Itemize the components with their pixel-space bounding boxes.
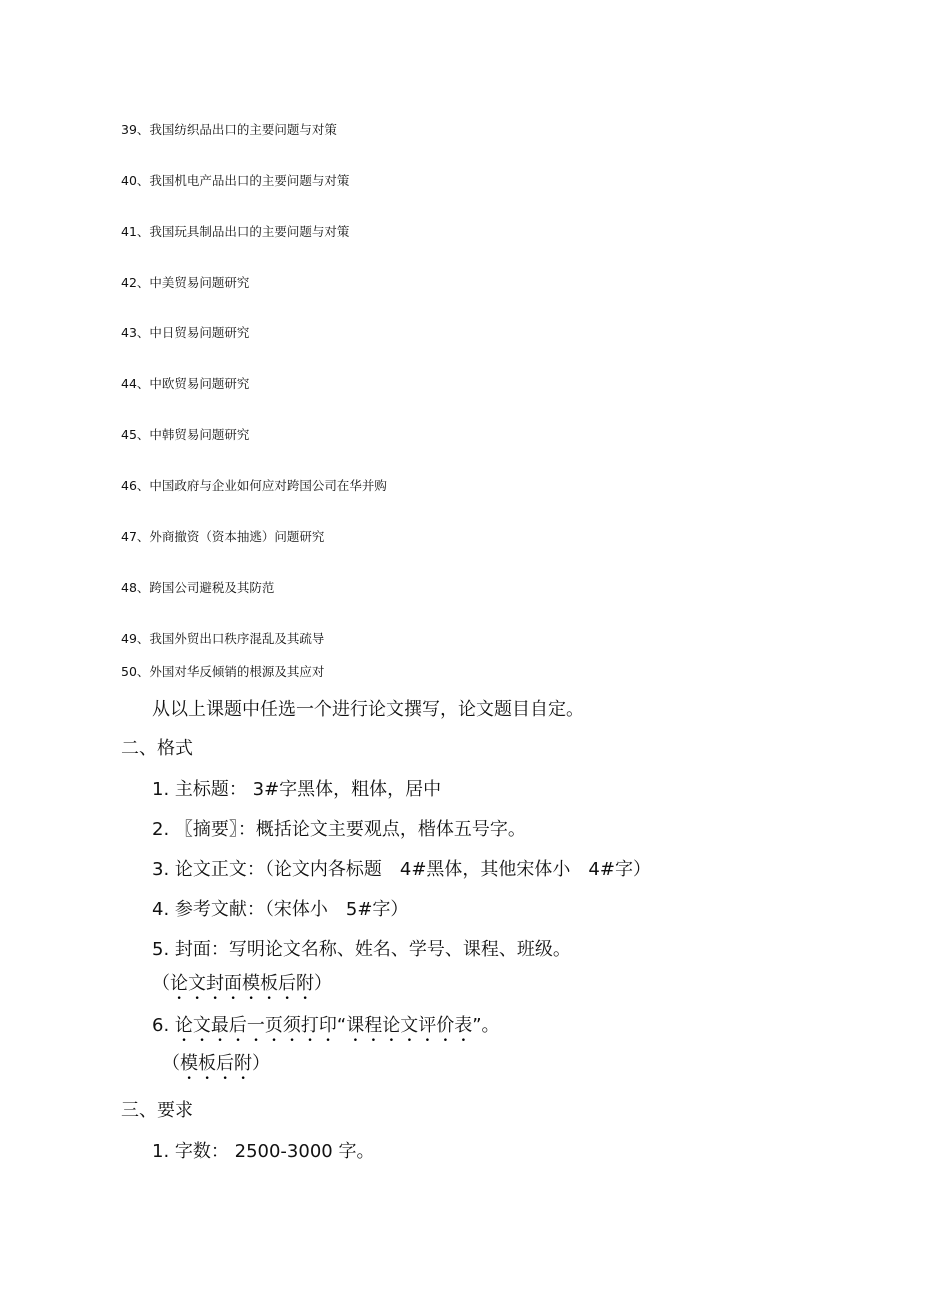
- topic-item: 46、中国政府与企业如何应对跨国公司在华并购: [121, 478, 387, 493]
- instruction-text: 从以上课题中任选一个进行论文撰写，论文题目自定。: [152, 699, 584, 720]
- format-item-5: 5. 封面：写明论文名称、姓名、学号、课程、班级。: [152, 939, 571, 960]
- format-item-6-note: （模板后附）: [162, 1053, 270, 1074]
- format-item-6-prefix: 6.: [152, 1015, 175, 1036]
- topic-item: 40、我国机电产品出口的主要问题与对策: [121, 173, 350, 188]
- topic-item: 48、跨国公司避税及其防范: [121, 580, 275, 595]
- requirements-heading: 三、要求: [121, 1100, 193, 1121]
- topic-item: 50、外国对华反倾销的根源及其应对: [121, 664, 325, 679]
- topic-item: 41、我国玩具制品出口的主要问题与对策: [121, 224, 350, 239]
- topic-item: 44、中欧贸易问题研究: [121, 376, 250, 391]
- requirements-item-1: 1. 字数： 2500-3000 字。: [152, 1141, 375, 1162]
- format-heading: 二、格式: [121, 738, 193, 759]
- format-item-6: [152, 1014, 500, 1046]
- format-item-5-note: （论文封面模板后附）: [152, 973, 332, 994]
- format-item-6-emph: 论文最后一页须打印“课程论文评价表”。: [174, 1015, 500, 1036]
- topic-item: 45、中韩贸易问题研究: [121, 427, 250, 442]
- topic-item: 39、我国纺织品出口的主要问题与对策: [121, 122, 337, 137]
- topic-item: 43、中日贸易问题研究: [121, 325, 250, 340]
- format-item-1: 1. 主标题： 3#字黑体，粗体，居中: [152, 779, 442, 800]
- format-item-2: 2. 〖摘要〗：概括论文主要观点，楷体五号字。: [152, 819, 526, 840]
- topic-item: 47、外商撤资（资本抽逃）问题研究: [121, 529, 325, 544]
- topic-item: 42、中美贸易问题研究: [121, 275, 250, 290]
- format-item-4: 4. 参考文献：（宋体小 5#字）: [152, 899, 409, 920]
- format-item-3: 3. 论文正文：（论文内各标题 4#黑体，其他宋体小 4#字）: [152, 859, 651, 880]
- topic-item: 49、我国外贸出口秩序混乱及其疏导: [121, 631, 325, 646]
